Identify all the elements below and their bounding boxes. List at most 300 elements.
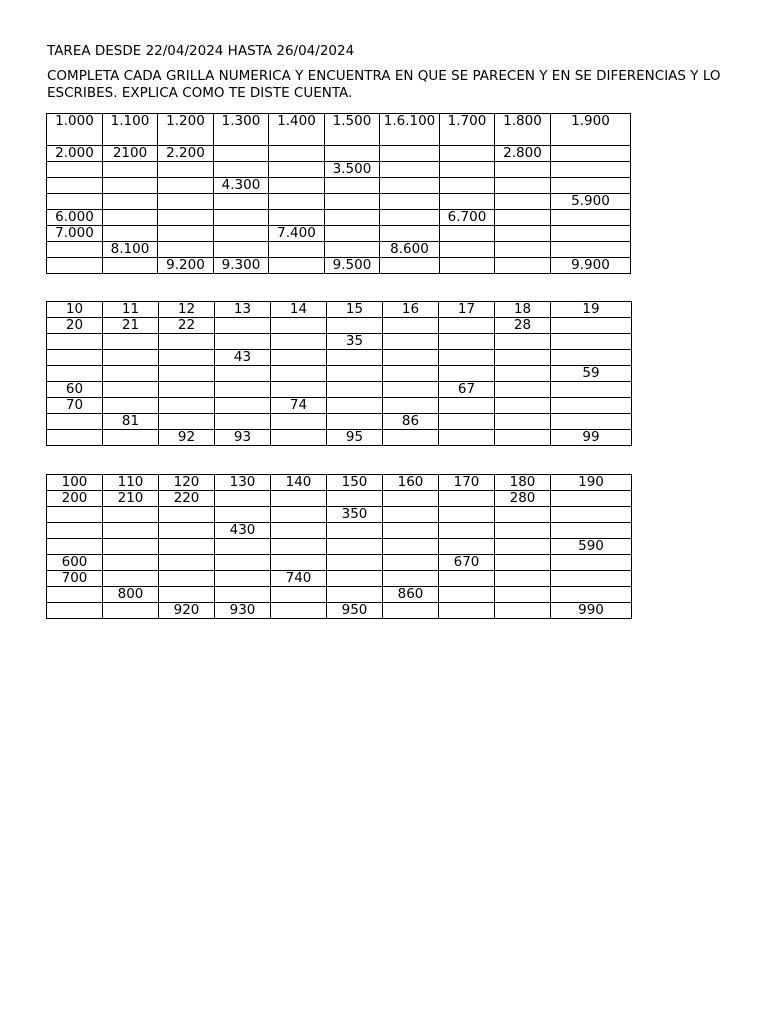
grid-cell [47,539,103,555]
grid-cell [551,334,632,350]
grid-cell [439,414,495,430]
grid-cell [159,334,215,350]
grid-row [47,350,632,366]
grid-cell [215,318,271,334]
grid-cell [495,194,551,210]
grid-cell [271,318,327,334]
grid-cell [495,414,551,430]
grid-cell [215,366,271,382]
grid-cell: 350 [327,507,383,523]
grid-cell: 95 [327,430,383,446]
grid-cell [47,258,103,274]
grid-row [47,178,631,194]
grid-cell: 200 [47,491,103,507]
grid-cell: 1.100 [103,114,158,146]
grid-cell [103,350,159,366]
grid-cell [215,398,271,414]
grid-row [47,194,631,210]
grid-row [47,366,632,382]
grid-cell [271,414,327,430]
grid-cell: 190 [551,475,632,491]
grid-cell [215,334,271,350]
grid-cell [327,555,383,571]
grid-cell [215,491,271,507]
grid-row [47,523,632,539]
grid-cell: 59 [551,366,632,382]
grid-cell [47,523,103,539]
grid-cell: 1.400 [269,114,325,146]
grid-cell [271,507,327,523]
number-grid-hundreds [46,474,632,619]
grid-cell: 220 [159,491,215,507]
grid-cell [383,507,439,523]
grid-cell [439,523,495,539]
grid-cell: 990 [551,603,632,619]
grid-cell: 1.000 [47,114,103,146]
grid-cell [551,414,632,430]
grid-row [47,398,632,414]
grid-cell: 19 [551,302,632,318]
grid-cell [103,382,159,398]
grid-cell [383,571,439,587]
grid-cell [439,603,495,619]
grid-cell: 5.900 [551,194,631,210]
grid-cell [159,414,215,430]
grid-cell [325,226,380,242]
grid-cell [380,194,440,210]
grid-cell [215,571,271,587]
grid-cell [271,603,327,619]
grid-cell [439,571,495,587]
grid-cell [325,146,380,162]
assignment-title: TAREA DESDE 22/04/2024 HASTA 26/04/2024 [47,43,355,59]
grid-cell: 9.300 [214,258,269,274]
grid-cell [158,194,214,210]
grid-cell [327,571,383,587]
grid-cell [383,430,439,446]
grid-cell [159,555,215,571]
grid-cell: 1.200 [158,114,214,146]
grid-cell [158,178,214,194]
grid-cell [383,318,439,334]
grid-cell [327,366,383,382]
grid-cell [495,178,551,194]
grid-row [47,146,631,162]
grid-cell [271,382,327,398]
grid-cell: 10 [47,302,103,318]
grid-cell [47,334,103,350]
grid-cell [269,210,325,226]
grid-cell [440,226,495,242]
grid-cell [214,210,269,226]
grid-cell [215,507,271,523]
grid-cell [327,414,383,430]
grid-cell [551,210,631,226]
grid-cell [551,398,632,414]
grid-row [47,430,632,446]
grid-cell [271,350,327,366]
grid-cell [439,507,495,523]
grid-cell [383,491,439,507]
grid-cell [271,587,327,603]
grid-cell [327,318,383,334]
grid-row [47,242,631,258]
grid-cell [380,258,440,274]
grid-row [47,382,632,398]
grid-cell: 9.900 [551,258,631,274]
grid-cell: 17 [439,302,495,318]
grid-cell [439,491,495,507]
grid-cell [103,539,159,555]
grid-cell [159,350,215,366]
grid-cell [327,350,383,366]
grid-cell: 67 [439,382,495,398]
grid-cell: 110 [103,475,159,491]
grid-cell: 4.300 [214,178,269,194]
grid-cell: 590 [551,539,632,555]
grid-cell: 6.700 [440,210,495,226]
grid-row [47,318,632,334]
grid-cell: 22 [159,318,215,334]
grid-cell [551,350,632,366]
grid-cell [327,539,383,555]
grid-cell [439,430,495,446]
grid-cell [551,178,631,194]
grid-row [47,226,631,242]
grid-cell [159,382,215,398]
grid-row [47,302,632,318]
grid-cell [380,162,440,178]
grid-cell [103,571,159,587]
grid-cell: 210 [103,491,159,507]
grid-cell [159,587,215,603]
grid-cell [103,210,158,226]
grid-cell [215,414,271,430]
grid-cell [495,430,551,446]
grid-row [47,334,632,350]
grid-cell [440,194,495,210]
grid-cell [47,178,103,194]
grid-cell [495,587,551,603]
grid-cell [440,258,495,274]
grid-cell [551,146,631,162]
grid-cell [551,555,632,571]
grid-cell [383,334,439,350]
grid-cell [495,258,551,274]
grid-cell: 160 [383,475,439,491]
grid-cell: 950 [327,603,383,619]
grid-cell [159,507,215,523]
number-grid-tens [46,301,632,446]
grid-cell [103,507,159,523]
grid-cell [103,603,159,619]
grid-cell [551,382,632,398]
grid-cell [551,523,632,539]
grid-cell [103,523,159,539]
grid-cell: 1.500 [325,114,380,146]
grid-cell [271,334,327,350]
number-grid-thousands [46,113,631,274]
grid-cell [383,603,439,619]
grid-cell: 2.800 [495,146,551,162]
grid-cell [383,398,439,414]
grid-cell [551,491,632,507]
grid-cell: 11 [103,302,159,318]
grid-cell: 15 [327,302,383,318]
grid-cell: 74 [271,398,327,414]
grid-cell [495,334,551,350]
grid-cell [47,162,103,178]
grid-cell [439,398,495,414]
grid-cell [380,226,440,242]
grid-cell [325,178,380,194]
grid-row [47,258,631,274]
grid-cell: 170 [439,475,495,491]
grid-cell: 180 [495,475,551,491]
grid-cell: 13 [215,302,271,318]
grid-cell [159,398,215,414]
grid-row [47,539,632,555]
grid-cell [158,210,214,226]
grid-cell: 140 [271,475,327,491]
grid-cell [327,398,383,414]
grid-cell [159,523,215,539]
grid-cell [327,523,383,539]
grid-cell: 1.6.100 [380,114,440,146]
grid-row [47,603,632,619]
grid-cell [269,146,325,162]
grid-cell: 800 [103,587,159,603]
grid-cell: 18 [495,302,551,318]
grid-cell: 280 [495,491,551,507]
grid-cell [271,555,327,571]
grid-cell [495,603,551,619]
grid-cell [439,539,495,555]
grid-cell [271,523,327,539]
grid-cell [269,258,325,274]
grid-cell: 9.500 [325,258,380,274]
grid-cell [551,318,632,334]
grid-cell [383,539,439,555]
grid-cell [495,162,551,178]
grid-cell [383,382,439,398]
grid-cell: 700 [47,571,103,587]
grid-cell [214,242,269,258]
grid-cell: 14 [271,302,327,318]
grid-cell: 1.700 [440,114,495,146]
grid-cell [47,587,103,603]
grid-cell [439,350,495,366]
grid-cell [495,210,551,226]
grid-row [47,162,631,178]
grid-cell: 930 [215,603,271,619]
grid-cell: 740 [271,571,327,587]
grid-cell [47,414,103,430]
grid-cell [495,571,551,587]
grid-cell [325,242,380,258]
grid-cell [495,507,551,523]
grid-cell [269,194,325,210]
grid-cell [103,398,159,414]
grid-cell: 2.000 [47,146,103,162]
grid-cell: 70 [47,398,103,414]
grid-cell [103,334,159,350]
grid-cell [215,539,271,555]
grid-cell: 9.200 [158,258,214,274]
grid-cell [103,162,158,178]
grid-cell: 2.200 [158,146,214,162]
grid-cell [495,350,551,366]
grid-row [47,555,632,571]
grid-cell [159,366,215,382]
grid-cell [495,242,551,258]
grid-cell [47,350,103,366]
grid-cell [495,366,551,382]
grid-cell [47,430,103,446]
grid-cell [495,539,551,555]
grid-cell [159,571,215,587]
grid-cell: 92 [159,430,215,446]
grid-cell [495,523,551,539]
grid-cell: 100 [47,475,103,491]
grid-cell [383,366,439,382]
grid-cell [103,226,158,242]
grid-cell: 8.600 [380,242,440,258]
grid-cell [159,539,215,555]
grid-cell: 20 [47,318,103,334]
grid-cell: 6.000 [47,210,103,226]
grid-cell [380,146,440,162]
grid-row [47,587,632,603]
grid-cell: 43 [215,350,271,366]
grid-cell: 8.100 [103,242,158,258]
grid-row [47,210,631,226]
grid-cell [551,242,631,258]
grid-cell [495,226,551,242]
grid-cell [327,587,383,603]
grid-cell [214,194,269,210]
grid-row [47,571,632,587]
grid-row [47,114,631,146]
grid-cell [214,162,269,178]
grid-cell: 860 [383,587,439,603]
grid-cell: 150 [327,475,383,491]
grid-cell [551,226,631,242]
grid-cell: 35 [327,334,383,350]
grid-cell [271,539,327,555]
grid-cell: 21 [103,318,159,334]
grid-cell: 12 [159,302,215,318]
grid-cell [380,178,440,194]
grid-cell [271,430,327,446]
grid-cell [215,587,271,603]
grid-cell: 99 [551,430,632,446]
grid-cell: 670 [439,555,495,571]
grid-cell [495,382,551,398]
grid-cell [327,382,383,398]
grid-cell [440,162,495,178]
grid-cell [47,194,103,210]
grid-cell [439,587,495,603]
grid-cell [103,366,159,382]
grid-cell [440,242,495,258]
grid-cell: 86 [383,414,439,430]
grid-cell [214,226,269,242]
instructions-text: COMPLETA CADA GRILLA NUMERICA Y ENCUENTRA EN QUE SE PARECEN Y EN SE DIFERENCIAS Y LO ESCRIBES. EXPLICA COMO TE DISTE CUENTA. [47,68,721,101]
grid-cell: 120 [159,475,215,491]
grid-cell: 28 [495,318,551,334]
grid-cell [269,162,325,178]
grid-cell [215,555,271,571]
grid-row [47,507,632,523]
grid-cell: 1.900 [551,114,631,146]
grid-cell [439,334,495,350]
grid-cell [440,178,495,194]
grid-cell [439,318,495,334]
grid-cell [380,210,440,226]
grid-cell: 600 [47,555,103,571]
grid-cell [158,162,214,178]
grid-cell [269,178,325,194]
grid-cell: 7.000 [47,226,103,242]
grid-cell [383,523,439,539]
grid-cell [158,226,214,242]
grid-row [47,475,632,491]
grid-cell: 3.500 [325,162,380,178]
grid-cell [440,146,495,162]
grid-cell [383,555,439,571]
grid-cell [103,430,159,446]
grid-cell [47,366,103,382]
grid-cell [103,555,159,571]
grid-cell [214,146,269,162]
grid-cell: 1.800 [495,114,551,146]
grid-cell [439,366,495,382]
grid-cell: 920 [159,603,215,619]
grid-cell [47,603,103,619]
grid-cell [325,210,380,226]
grid-cell: 81 [103,414,159,430]
grid-cell: 60 [47,382,103,398]
grid-cell [271,366,327,382]
grid-cell: 430 [215,523,271,539]
grid-cell [47,507,103,523]
grid-cell [383,350,439,366]
grid-cell [495,555,551,571]
grid-cell [47,242,103,258]
grid-cell: 130 [215,475,271,491]
grid-cell [103,194,158,210]
grid-cell [215,382,271,398]
grid-cell [551,587,632,603]
grid-row [47,491,632,507]
grid-cell [495,398,551,414]
grid-cell: 93 [215,430,271,446]
grid-cell [103,178,158,194]
grid-row [47,414,632,430]
grid-cell [551,507,632,523]
grid-cell: 2100 [103,146,158,162]
grid-cell [103,258,158,274]
grid-cell [325,194,380,210]
grid-cell [551,571,632,587]
grid-cell: 1.300 [214,114,269,146]
grid-cell [158,242,214,258]
grid-cell: 7.400 [269,226,325,242]
grid-cell [271,491,327,507]
grid-cell [269,242,325,258]
grid-cell [551,162,631,178]
